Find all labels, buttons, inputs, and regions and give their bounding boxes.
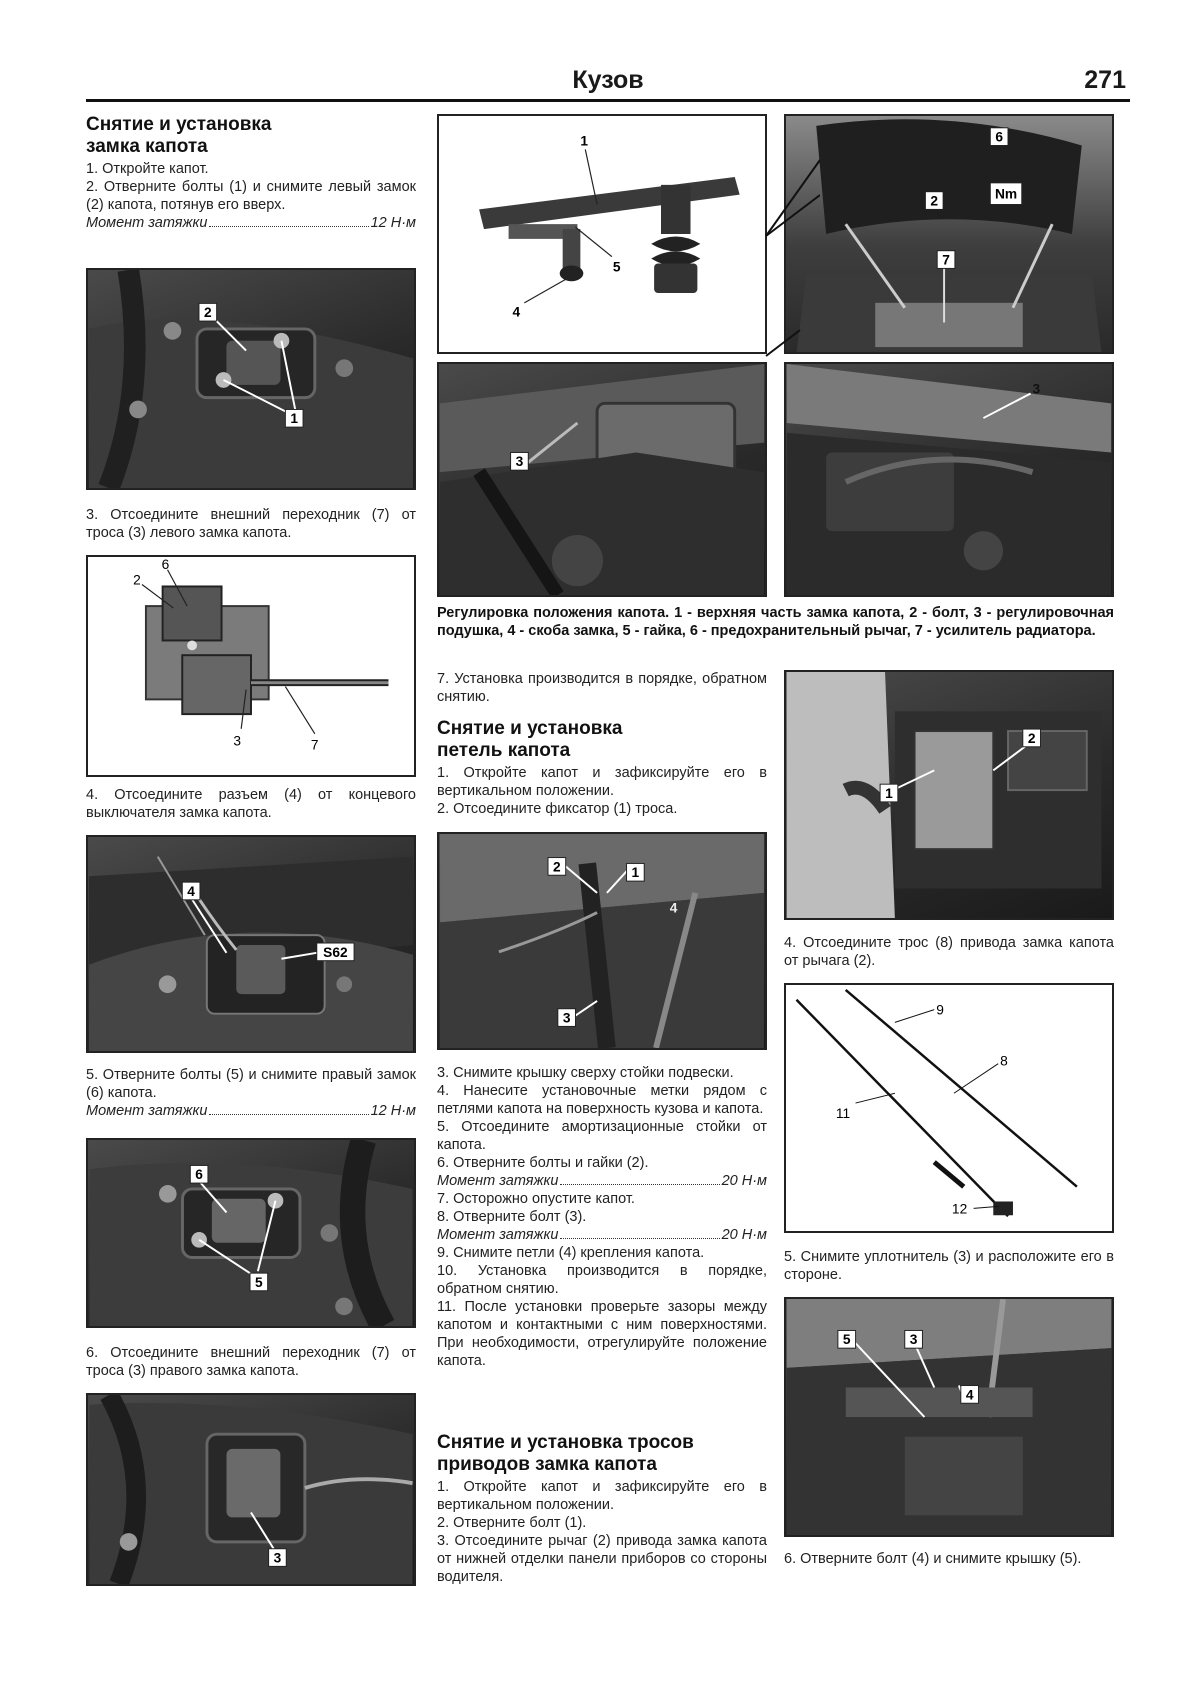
hinges-steps-3-11 [437,1064,767,1370]
hinges-heading-line1: Снятие и установка [437,718,623,739]
cables-heading [437,1432,767,1476]
step-3: 3. Отсоедините рычаг (2) привода замка капота от нижней отделки панели приборов со стороны водителя. [437,1533,767,1585]
callout-6: 6 [195,1167,203,1183]
photo-strut-cover [784,1297,1114,1537]
step-6: 6. Отверните болты и гайки (2). [437,1155,649,1171]
cables-step-6: 6. Отверните болт (4) и снимите крышку (5). [784,1551,1082,1567]
callout-4: 4 [187,883,195,899]
hinges-steps-1-2 [437,764,767,818]
callout-3: 3 [515,454,524,470]
hood-lock-step-4: 4. Отсоедините разъем (4) от концевого выключателя замка капота. [86,787,416,821]
hinges-heading-line2: петель капота [437,740,571,761]
photo-right-adjust-cushion-art [786,364,1112,595]
torque-spec-2 [437,1226,767,1244]
diagram-left-lock-cable [86,555,416,777]
callout-2: 2 [1027,730,1036,746]
page-number: 271 [1084,66,1126,94]
photo-strut-cover-art [786,1299,1112,1535]
callout-3: 3 [1032,381,1041,397]
callout-1: 1 [631,865,640,881]
callout-12: 12 [951,1201,968,1217]
callout-9: 9 [936,1002,944,1018]
callout-7: 7 [942,252,950,268]
photo-open-hood-engine-bay-art [786,116,1112,352]
callout-s62: S62 [323,944,348,960]
photo-open-hood-engine-bay [784,114,1114,354]
step-2: 2. Отверните болты (1) и снимите левый замок (2) капота, потянув его вверх. [86,179,416,213]
photo-release-lever [784,670,1114,920]
callout-5: 5 [612,259,621,275]
photo-right-lock-cable [86,1393,416,1586]
leader-dots [560,1226,719,1239]
torque-value-2: 12 Н·м [370,1103,416,1119]
hood-lock-step-3: 3. Отсоедините внешний переходник (7) от троса (3) левого замка капота. [86,507,416,541]
callout-1: 1 [580,133,589,149]
photo-right-hood-lock-art [88,1140,414,1326]
section-title: Кузов [572,66,644,94]
diagram-release-cables [784,983,1114,1233]
photo-hood-hinge-art [439,834,765,1048]
cables-heading-line2: приводов замка капота [437,1454,657,1475]
torque-spec-2 [86,1102,416,1120]
diagram-hood-lock-parts-art [439,116,765,352]
photo-left-hood-lock-bolts-art [88,270,414,488]
step-3: 3. Снимите крышку сверху стойки подвески. [437,1065,734,1081]
hood-lock-step-6: 6. Отсоедините внешний переходник (7) от троса (3) правого замка капота. [86,1345,416,1379]
step-4: 4. Нанесите установочные метки рядом с петлями капота на поверхность кузова и капота. [437,1083,767,1117]
step-8: 8. Отверните болт (3). [437,1209,587,1225]
torque-label: Момент затяжки [437,1173,559,1189]
step-5: 5. Отверните болты (5) и снимите правый замок (6) капота. [86,1067,416,1101]
step-11: 11. После установки проверьте зазоры между капотом и контактными с ним поверхностями. При необходимости, отрегулируйте положение капота. [437,1299,767,1369]
callout-1: 1 [885,785,893,801]
torque-spec [437,1172,767,1190]
callout-6: 6 [161,557,170,572]
diagram-hood-lock-parts [437,114,767,354]
hinges-heading [437,718,767,762]
callout-3: 3 [233,733,241,749]
page-header [86,62,1130,102]
photo-left-adjust-cushion [437,362,767,597]
cables-heading-line1: Снятие и установка тросов [437,1432,694,1453]
hood-lock-heading [86,114,416,158]
torque-label-2: Момент затяжки [86,1103,208,1119]
callout-2: 2 [553,859,561,875]
cables-steps-1-3 [437,1478,767,1586]
callout-7: 7 [310,737,319,753]
leader-dots [209,1102,368,1115]
callout-4: 4 [669,900,678,916]
callout-2: 2 [930,193,939,209]
step-1: 1. Откройте капот и зафиксируйте его в вертикальном положении. [437,765,767,799]
cables-step-5: 5. Снимите уплотнитель (3) и расположите его в стороне. [784,1249,1114,1283]
photo-right-adjust-cushion [784,362,1114,597]
step-1: 1. Откройте капот. [86,161,209,177]
photo-switch-connector-art [88,837,414,1051]
hood-lock-heading-line2: замка капота [86,136,208,157]
step-9: 9. Снимите петли (4) крепления капота. [437,1245,705,1261]
callout-8: 8 [1000,1053,1008,1069]
install-note: 7. Установка производится в порядке, обратном снятию. [437,671,767,705]
step-5: 5. Отсоедините амортизационные стойки от капота. [437,1119,767,1153]
leader-lines [760,100,820,370]
torque-value-2: 20 Н·м [721,1227,767,1243]
torque-value: 20 Н·м [721,1173,767,1189]
callout-3: 3 [562,1010,571,1026]
diagram-release-cables-art [786,985,1112,1231]
photo-right-hood-lock [86,1138,416,1328]
photo-right-lock-cable-art [88,1395,414,1584]
hood-lock-step-5 [86,1066,416,1120]
leader-dots [560,1172,719,1185]
adjust-caption: Регулировка положения капота. 1 - верхняя часть замка капота, 2 - болт, 3 - регулировочная подушка, 4 - скоба замка, 5 - гайка, 6 - предохранительный рычаг, 7 - усилитель радиатора. [437,605,1114,639]
callout-1: 1 [290,411,299,427]
hood-lock-steps-1-2 [86,160,416,232]
callout-4: 4 [965,1387,974,1403]
callout-2: 2 [133,572,141,588]
callout-3: 3 [273,1550,282,1566]
callout-5: 5 [255,1274,263,1290]
photo-left-adjust-cushion-art [439,364,765,595]
step-2: 2. Отверните болт (1). [437,1515,587,1531]
photo-release-lever-art [786,672,1112,918]
step-2: 2. Отсоедините фиксатор (1) троса. [437,801,678,817]
callout-4: 4 [512,304,521,320]
hood-lock-heading-line1: Снятие и установка [86,114,272,135]
callout-3: 3 [909,1332,918,1348]
photo-hood-hinge [437,832,767,1050]
torque-label: Момент затяжки [86,215,208,231]
callout-11: 11 [835,1105,851,1121]
torque-spec [86,214,416,232]
callout-nm: Nm [994,186,1018,202]
leader-dots [209,214,368,227]
step-10: 10. Установка производится в порядке, обратном снятию. [437,1263,767,1297]
diagram-left-lock-cable-art [88,557,414,775]
callout-2: 2 [203,305,212,321]
step-7: 7. Осторожно опустите капот. [437,1191,635,1207]
torque-value: 12 Н·м [370,215,416,231]
photo-switch-connector [86,835,416,1053]
callout-6: 6 [995,129,1003,145]
cables-step-4: 4. Отсоедините трос (8) привода замка капота от рычага (2). [784,935,1114,969]
callout-5: 5 [842,1332,851,1348]
torque-label-2: Момент затяжки [437,1227,559,1243]
photo-left-hood-lock-bolts [86,268,416,490]
step-1: 1. Откройте капот и зафиксируйте его в вертикальном положении. [437,1479,767,1513]
